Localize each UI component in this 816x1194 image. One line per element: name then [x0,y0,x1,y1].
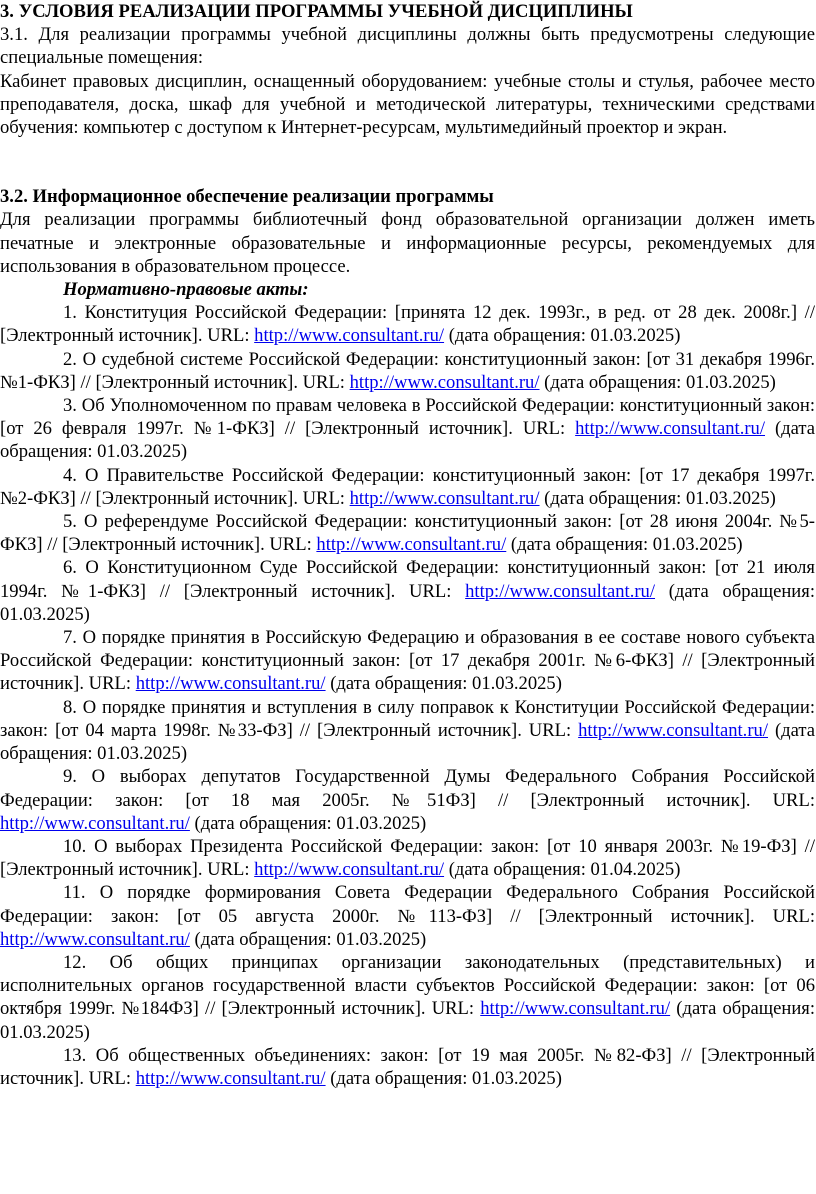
reference-item-10 [0,835,815,881]
reference-text: 11. О порядке формирования Совета Федерации Федерального Собрания Российской Федерации: закон: [от 05 августа 2000г. №113-ФЗ] // [Электронный источник]. URL: [0,882,815,927]
reference-item-2 [0,348,815,394]
consultant-link[interactable]: http://www.consultant.ru/ [254,859,445,881]
reference-access-date: (дата обращения: 01.03.2025) [0,580,815,625]
section-3-title: 3. УСЛОВИЯ РЕАЛИЗАЦИИ ПРОГРАММЫ УЧЕБНОЙ ДИСЦИПЛИНЫ [0,1,633,22]
reference-text: 4. О Правительстве Российской Федерации: конституционный закон: [от 17 декабря 1997г. №2-ФКЗ] // [Электронный источник]. URL: [0,464,815,509]
consultant-link[interactable]: http://www.consultant.ru/ [0,812,190,834]
consultant-link[interactable]: http://www.consultant.ru/ [578,719,768,741]
reference-list [0,301,815,1090]
reference-access-date: (дата обращения: 01.03.2025) [444,325,681,347]
consultant-link[interactable]: http://www.consultant.ru/ [135,673,326,695]
reference-item-3 [0,394,815,464]
section-3-2-title: 3.2. Информационное обеспечение реализации программы [0,186,494,208]
reference-item-8 [0,696,815,766]
reference-item-12 [0,951,815,1044]
consultant-link[interactable]: http://www.consultant.ru/ [480,998,671,1020]
section-3-1-equipment-text: Кабинет правовых дисциплин, оснащенный оборудованием: учебные столы и стулья, рабочее место преподавателя, доска, шкаф для учебной и методической литературы, техническими средствами обучения: компьютер с доступом к Интернет-ресурсам, мультимедийный проектор и экран. [0,70,815,139]
reference-access-date: (дата обращения: 01.03.2025) [189,812,427,834]
consultant-link[interactable]: http://www.consultant.ru/ [135,1067,326,1089]
consultant-link[interactable]: http://www.consultant.ru/ [465,580,656,602]
reference-item-7 [0,626,815,696]
consultant-link[interactable]: http://www.consultant.ru/ [349,371,540,393]
reference-access-date: (дата обращения: 01.04.2025) [444,859,681,881]
reference-access-date: (дата обращения: 01.03.2025) [506,534,743,556]
reference-text: 13. Об общественных объединениях: закон: [от 19 мая 2005г. №82-ФЗ] // [Электронный источник]. URL: [0,1044,815,1089]
reference-text: 3. Об Уполномоченном по правам человека в Российской Федерации: конституционный закон: [от 26 февраля 1997г. №1-ФКЗ] // [Электронный источник]. URL: [0,395,815,440]
consultant-link[interactable]: http://www.consultant.ru/ [316,534,507,556]
section-spacer [0,139,815,185]
reference-text: 8. О порядке принятия и вступления в силу поправок к Конституции Российской Федерации: закон: [от 04 марта 1998г. №33-ФЗ] // [Электронный источник]. URL: [0,696,815,741]
reference-text: 12. Об общих принципах организации законодательных (представительных) и исполнительных органов государственной власти субъектов Российской Федерации: закон: [от 06 октября 1999г. №184ФЗ] // [Электронный источник]. URL: [0,951,815,1020]
reference-access-date: (дата обращения: 01.03.2025) [0,998,815,1043]
reference-access-date: (дата обращения: 01.03.2025) [0,719,815,765]
reference-item-5 [0,510,815,556]
section-3-2-intro: Для реализации программы библиотечный фонд образовательной организации должен иметь печатные и электронные образовательные и информационные ресурсы, рекомендуемых для использования в образовательном процессе. [0,209,815,277]
reference-access-date: (дата обращения: 01.03.2025) [325,1067,562,1089]
normative-acts-subtitle: Нормативно-правовые акты: [63,279,309,301]
reference-item-9 [0,765,815,835]
reference-access-date: (дата обращения: 01.03.2025) [189,928,427,950]
reference-item-11 [0,881,815,951]
reference-text: 5. О референдуме Российской Федерации: конституционный закон: [от 28 июня 2004г. №5-ФКЗ] // [Электронный источник]. URL: [0,511,815,556]
reference-access-date: (дата обращения: 01.03.2025) [539,487,776,509]
reference-access-date: (дата обращения: 01.03.2025) [539,371,776,393]
reference-access-date: (дата обращения: 01.03.2025) [325,673,562,695]
reference-text: 2. О судебной системе Российской Федерации: конституционный закон: [от 31 декабря 1996г. №1-ФКЗ] // [Электронный источник]. URL: [0,348,815,393]
reference-text: 6. О Конституционном Суде Российской Федерации: конституционный закон: [от 21 июля 1994г. №1-ФКЗ] // [Электронный источник]. URL: [0,557,815,602]
reference-item-13 [0,1044,815,1090]
section-3-1-text: 3.1. Для реализации программы учебной дисциплины должны быть предусмотрены следующие специальные помещения: [0,24,815,69]
consultant-link[interactable]: http://www.consultant.ru/ [0,928,190,950]
consultant-link[interactable]: http://www.consultant.ru/ [349,487,540,509]
reference-text: 9. О выборах депутатов Государственной Думы Федерального Собрания Российской Федерации: закон: [от 18 мая 2005г. №51ФЗ] // [Электронный источник]. URL: [0,766,815,811]
reference-text: 7. О порядке принятия в Российскую Федерацию и образования в ее составе нового субъекта Российской Федерации: конституционный закон: [от 17 декабря 2001г. №6-ФКЗ] // [Электронный источник]. URL: [0,627,815,695]
reference-text: 1. Конституция Российской Федерации: [принята 12 дек. 1993г., в ред. от 28 дек. 2008г.] // [Электронный источник]. URL: [0,302,815,347]
reference-text: 10. О выборах Президента Российской Федерации: закон: [от 10 января 2003г. №19-ФЗ] // [Электронный источник]. URL: [0,835,815,881]
reference-item-4 [0,464,815,510]
consultant-link[interactable]: http://www.consultant.ru/ [254,325,445,347]
reference-item-1 [0,301,815,347]
reference-item-6 [0,556,815,626]
reference-access-date: (дата обращения: 01.03.2025) [0,418,815,463]
consultant-link[interactable]: http://www.consultant.ru/ [575,418,766,440]
